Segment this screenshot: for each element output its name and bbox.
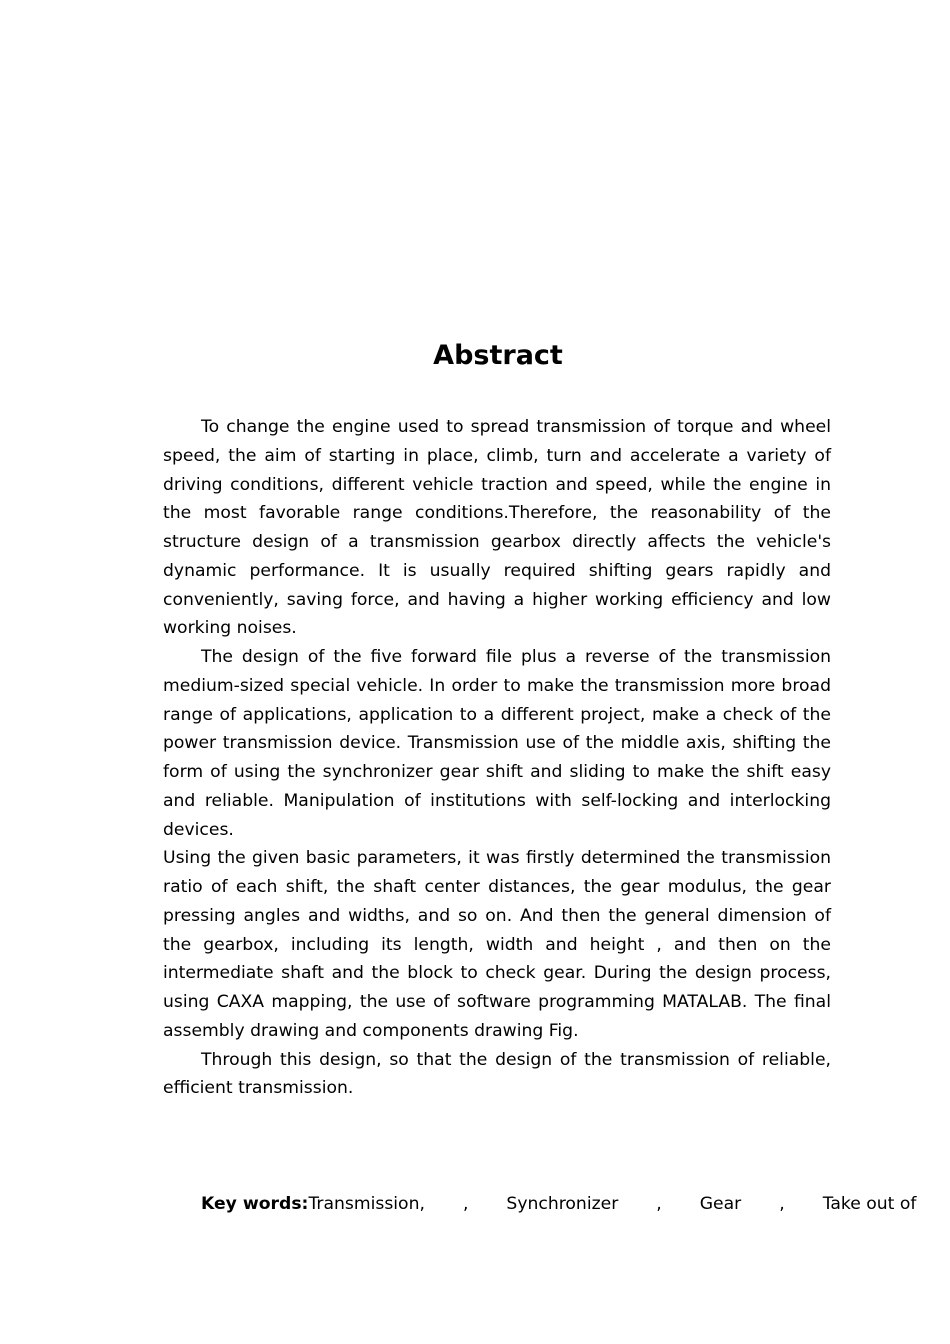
abstract-paragraph-1: To change the engine used to spread transmission of torque and wheel speed, the aim of starting in place, climb, turn and accelerate a variety of driving conditions, different vehicle traction and speed, while the engine in the most favorable range conditions.Therefore, the reasonability of the structure design of a transmission gearbox directly affects the vehicle's dynamic performance. It is usually required shifting gears rapidly and conveniently, saving force, and having a higher working efficiency and low working noises. [163,417,831,639]
keywords-line [163,1190,917,1219]
keyword-item: Take out of [822,1194,917,1214]
keyword-item: Gear [699,1194,742,1214]
keyword-separator: , [462,1194,469,1214]
abstract-body [163,413,831,1103]
keyword-item: Synchronizer [506,1194,619,1214]
keywords-label: Key words: [201,1194,309,1214]
abstract-paragraph-2: The design of the five forward file plus a reverse of the transmission medium-sized special vehicle. In order to make the transmission more broad range of applications, application to a different project, make a check of the power transmission device. Transmission use of the middle axis, shifting the form of using the synchronizer gear shift and sliding to make the shift easy and reliable. Manipulation of institutions with self-locking and interlocking devices. [163,647,831,840]
abstract-paragraph-3: Using the given basic parameters, it was firstly determined the transmission ratio of each shift, the shaft center distances, the gear modulus, the gear pressing angles and widths, and so on. And then the general dimension of the gearbox, including its length, width and height , and then on the intermediate shaft and the block to check gear. During the design process, using CAXA mapping, the use of software programming MATALAB. The final assembly drawing and components drawing Fig. [163,848,831,1041]
keywords-first [163,1190,425,1219]
keyword-item: Transmission, [308,1194,425,1214]
abstract-paragraph-4: Through this design, so that the design of the transmission of reliable, efficient transmission. [163,1049,831,1099]
keyword-separator: , [656,1194,662,1214]
abstract-title: Abstract [433,340,563,371]
keyword-separator: , [779,1194,785,1214]
